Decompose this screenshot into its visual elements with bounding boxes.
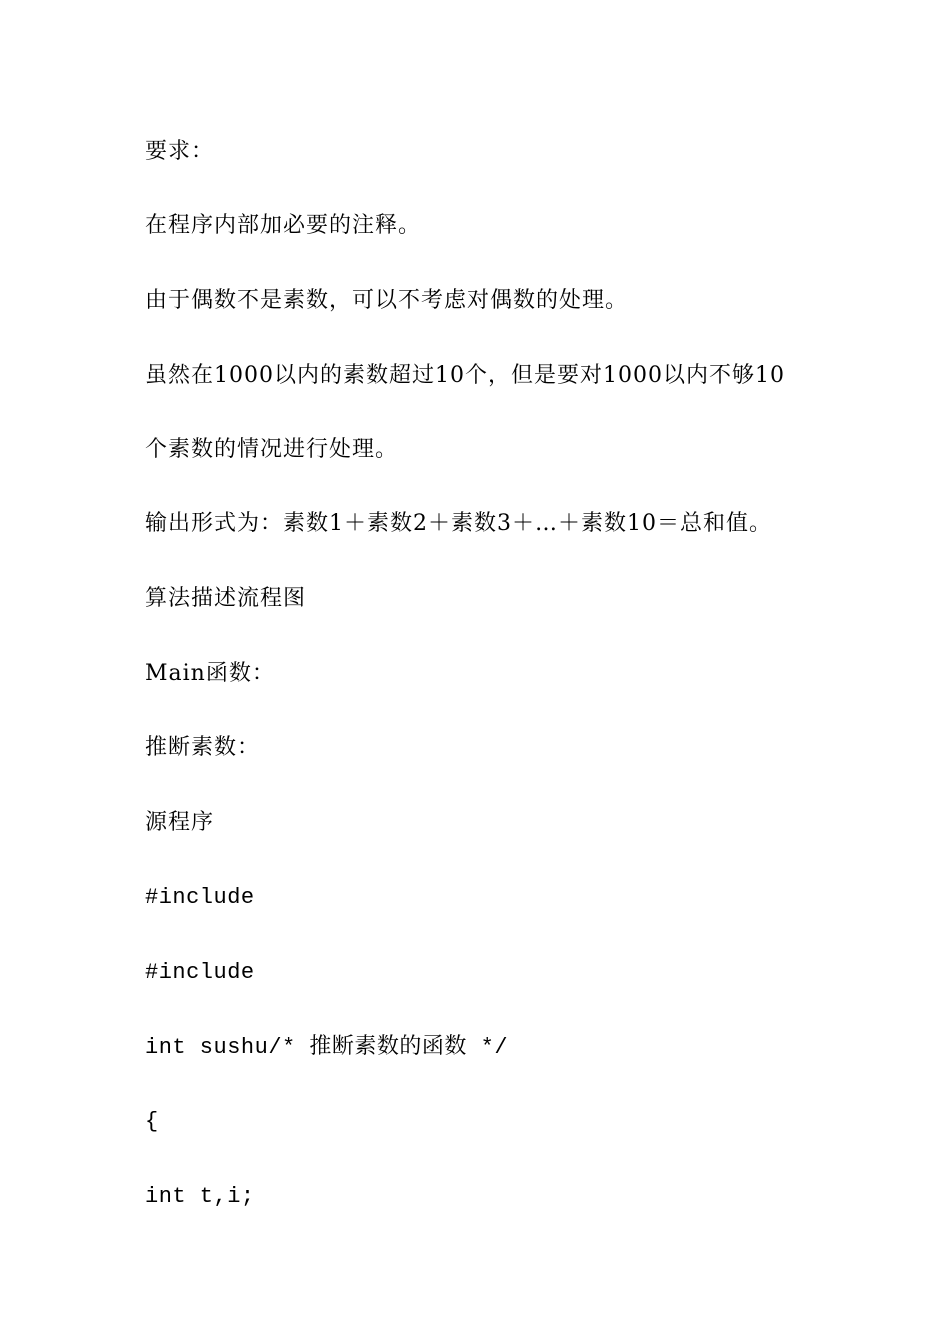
- text-line: 输出形式为：素数1＋素数2＋素数3＋…＋素数10＝总和值。: [145, 511, 772, 536]
- code-line: #include: [145, 960, 255, 985]
- section-heading: Main函数：: [145, 661, 275, 686]
- requirements-heading: 要求：: [145, 139, 215, 164]
- text-line: 在程序内部加必要的注释。: [145, 213, 422, 238]
- section-heading: 算法描述流程图: [145, 586, 307, 611]
- section-heading: 推断素数：: [145, 735, 261, 760]
- text-line: 由于偶数不是素数，可以不考虑对偶数的处理。: [145, 288, 629, 313]
- text-line: 虽然在1000以内的素数超过10个，但是要对1000以内不够10: [145, 363, 785, 388]
- text-line: 个素数的情况进行处理。: [145, 437, 399, 462]
- code-line: int t,i;: [145, 1184, 255, 1209]
- code-line: #include: [145, 885, 255, 910]
- code-line: int sushu/* 推断素数的函数 */: [145, 1035, 509, 1060]
- section-heading: 源程序: [145, 810, 215, 835]
- code-line: {: [145, 1109, 159, 1134]
